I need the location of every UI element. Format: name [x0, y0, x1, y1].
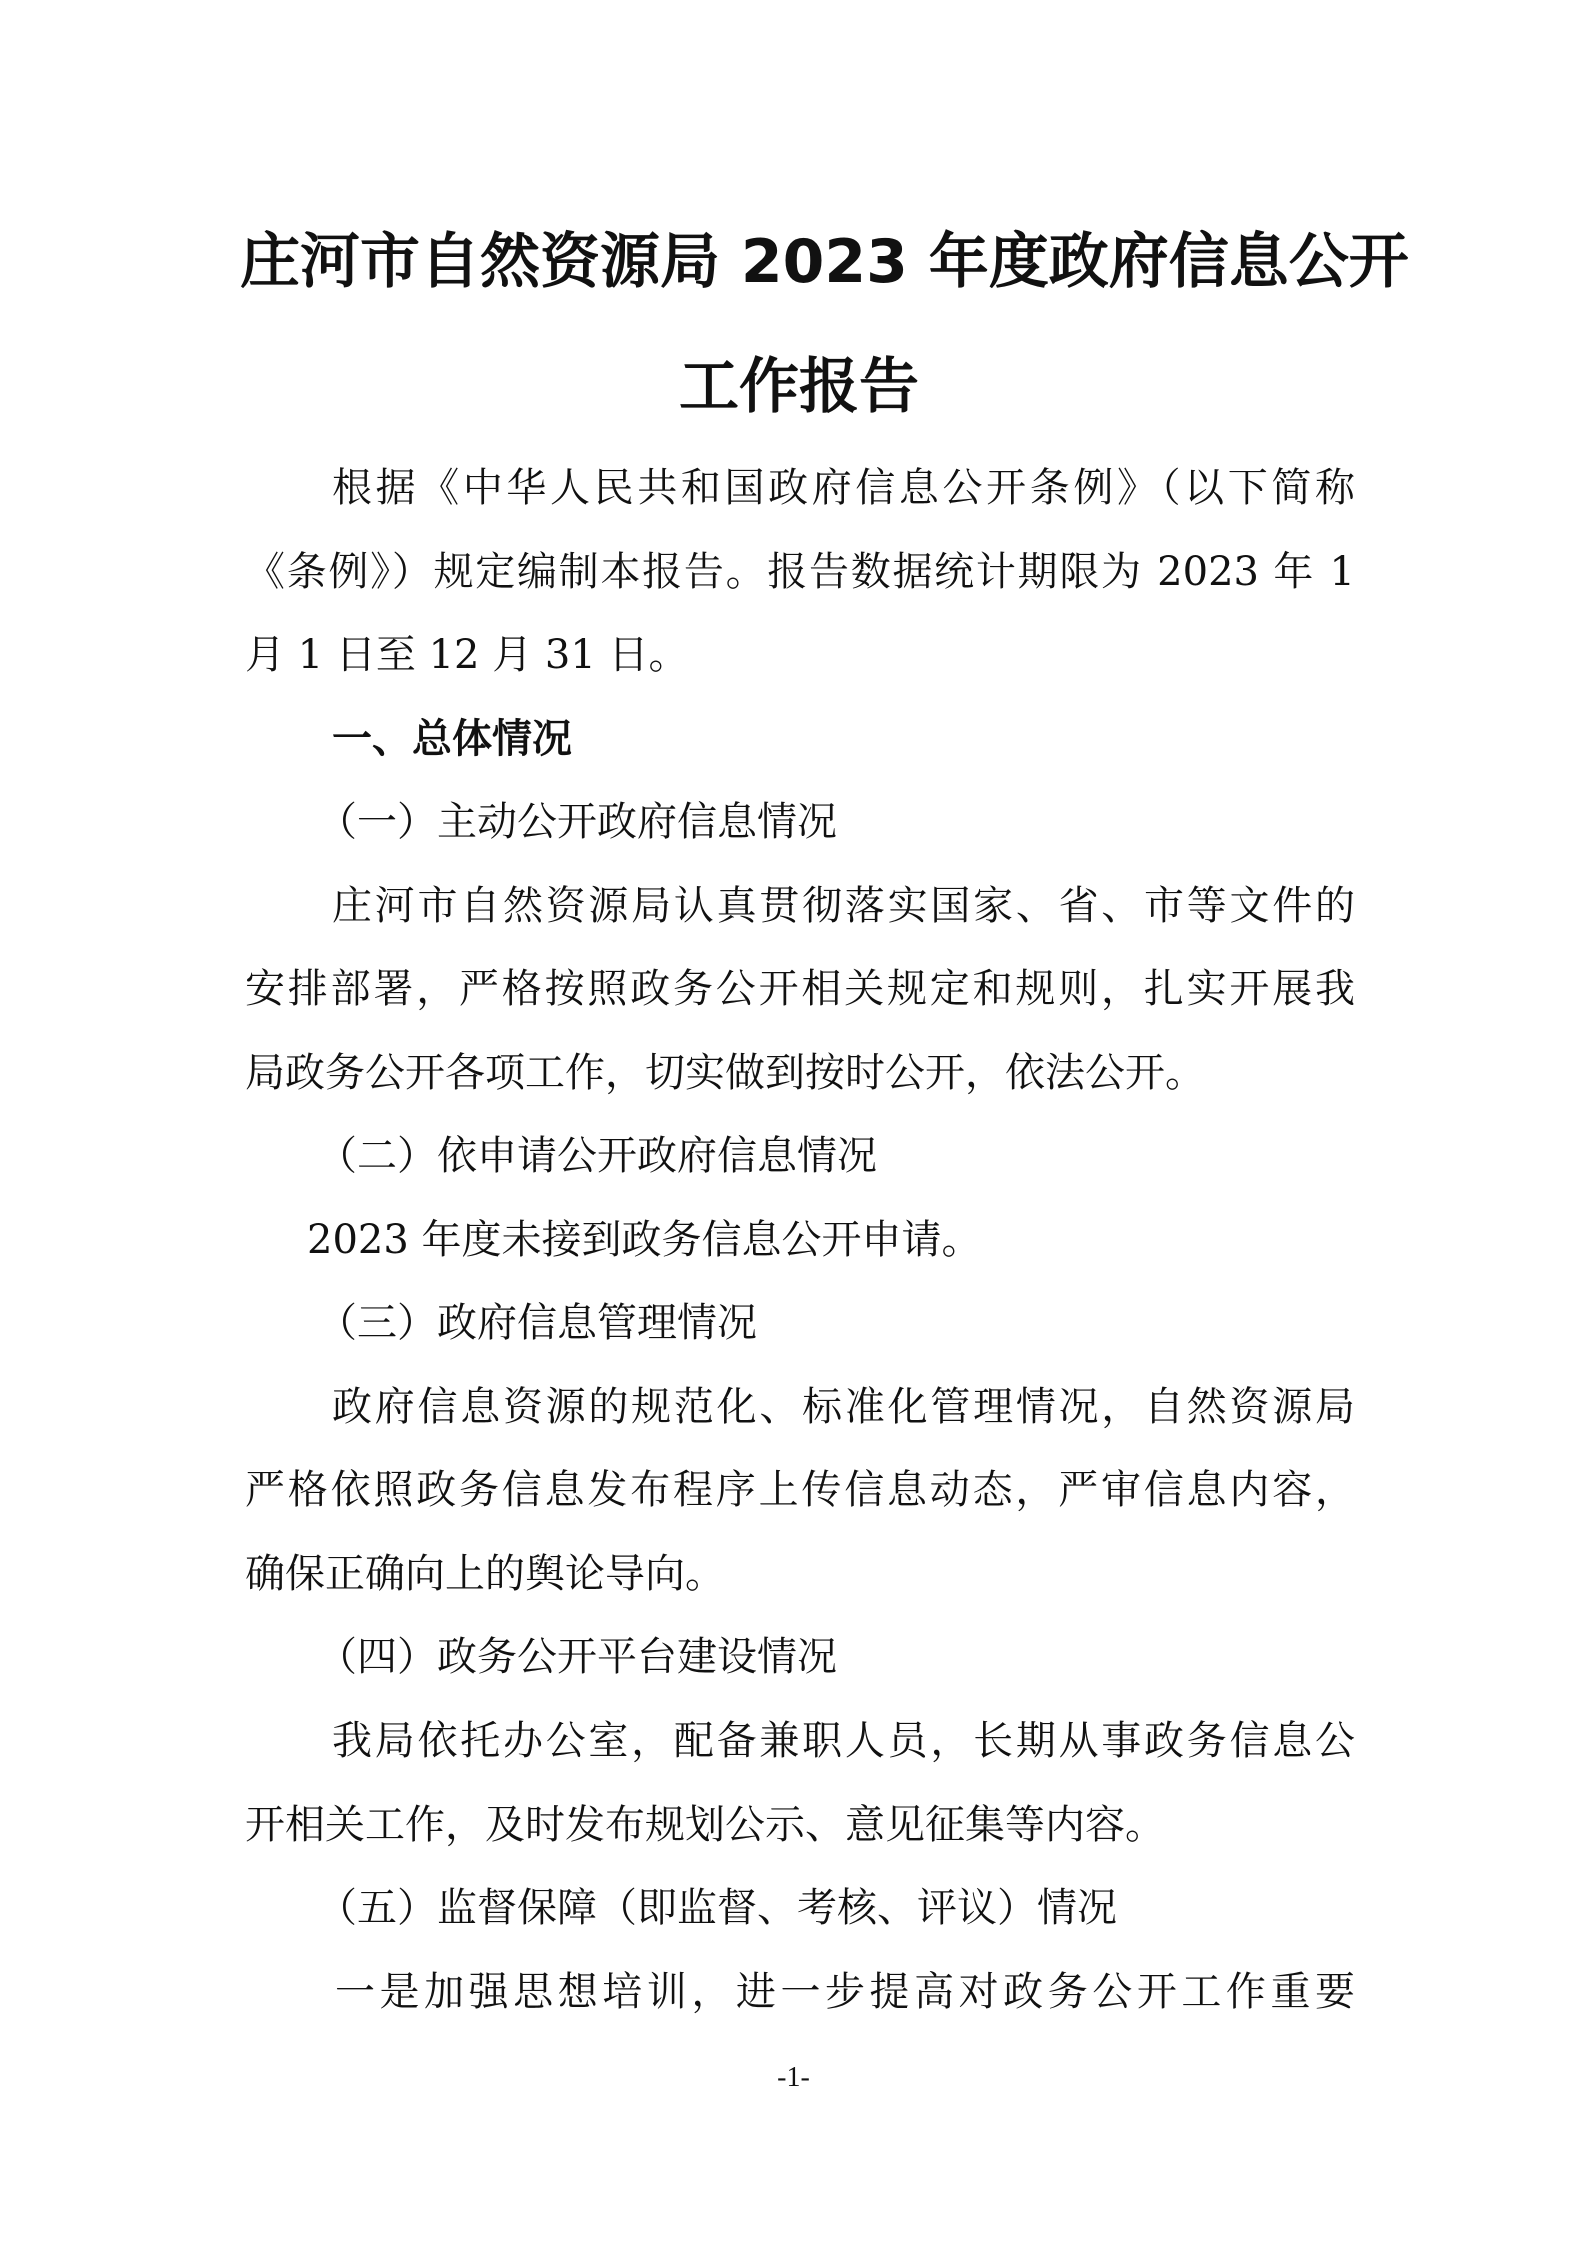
subsection-heading: （一）主动公开政府信息情况 — [317, 799, 837, 845]
body-line: 根据《中华人民共和国政府信息公开条例》（以下简称 — [332, 465, 1355, 511]
document-title-line-2: 工作报告 — [679, 352, 919, 422]
body-line: 我局依托办公室，配备兼职人员，长期从事政务信息公 — [332, 1718, 1355, 1764]
body-line: 2023 年度未接到政务信息公开申请。 — [307, 1217, 982, 1263]
body-line: 确保正确向上的舆论导向。 — [245, 1551, 725, 1597]
body-line: 局政务公开各项工作，切实做到按时公开，依法公开。 — [245, 1050, 1205, 1096]
page-number: -1- — [777, 2062, 810, 2093]
subsection-heading: （四）政务公开平台建设情况 — [317, 1634, 837, 1680]
document-title-line-1: 庄河市自然资源局 2023 年度政府信息公开 — [240, 227, 1409, 297]
subsection-heading: （三）政府信息管理情况 — [317, 1300, 757, 1346]
body-line: 安排部署，严格按照政务公开相关规定和规则，扎实开展我 — [245, 966, 1355, 1012]
body-line: 严格依照政务信息发布程序上传信息动态，严审信息内容， — [245, 1467, 1355, 1513]
body-line: 政府信息资源的规范化、标准化管理情况，自然资源局 — [332, 1384, 1355, 1430]
subsection-heading: （五）监督保障（即监督、考核、评议）情况 — [317, 1885, 1117, 1931]
body-line: 月 1 日至 12 月 31 日。 — [245, 632, 689, 678]
subsection-heading: （二）依申请公开政府信息情况 — [317, 1133, 877, 1179]
section-heading: 一、总体情况 — [332, 716, 572, 762]
body-line: 《条例》）规定编制本报告。报告数据统计期限为 2023 年 1 — [245, 549, 1355, 595]
body-line: 开相关工作，及时发布规划公示、意见征集等内容。 — [245, 1802, 1165, 1848]
body-line: 一是加强思想培训，进一步提高对政务公开工作重要 — [335, 1969, 1355, 2015]
body-line: 庄河市自然资源局认真贯彻落实国家、省、市等文件的 — [332, 883, 1355, 929]
